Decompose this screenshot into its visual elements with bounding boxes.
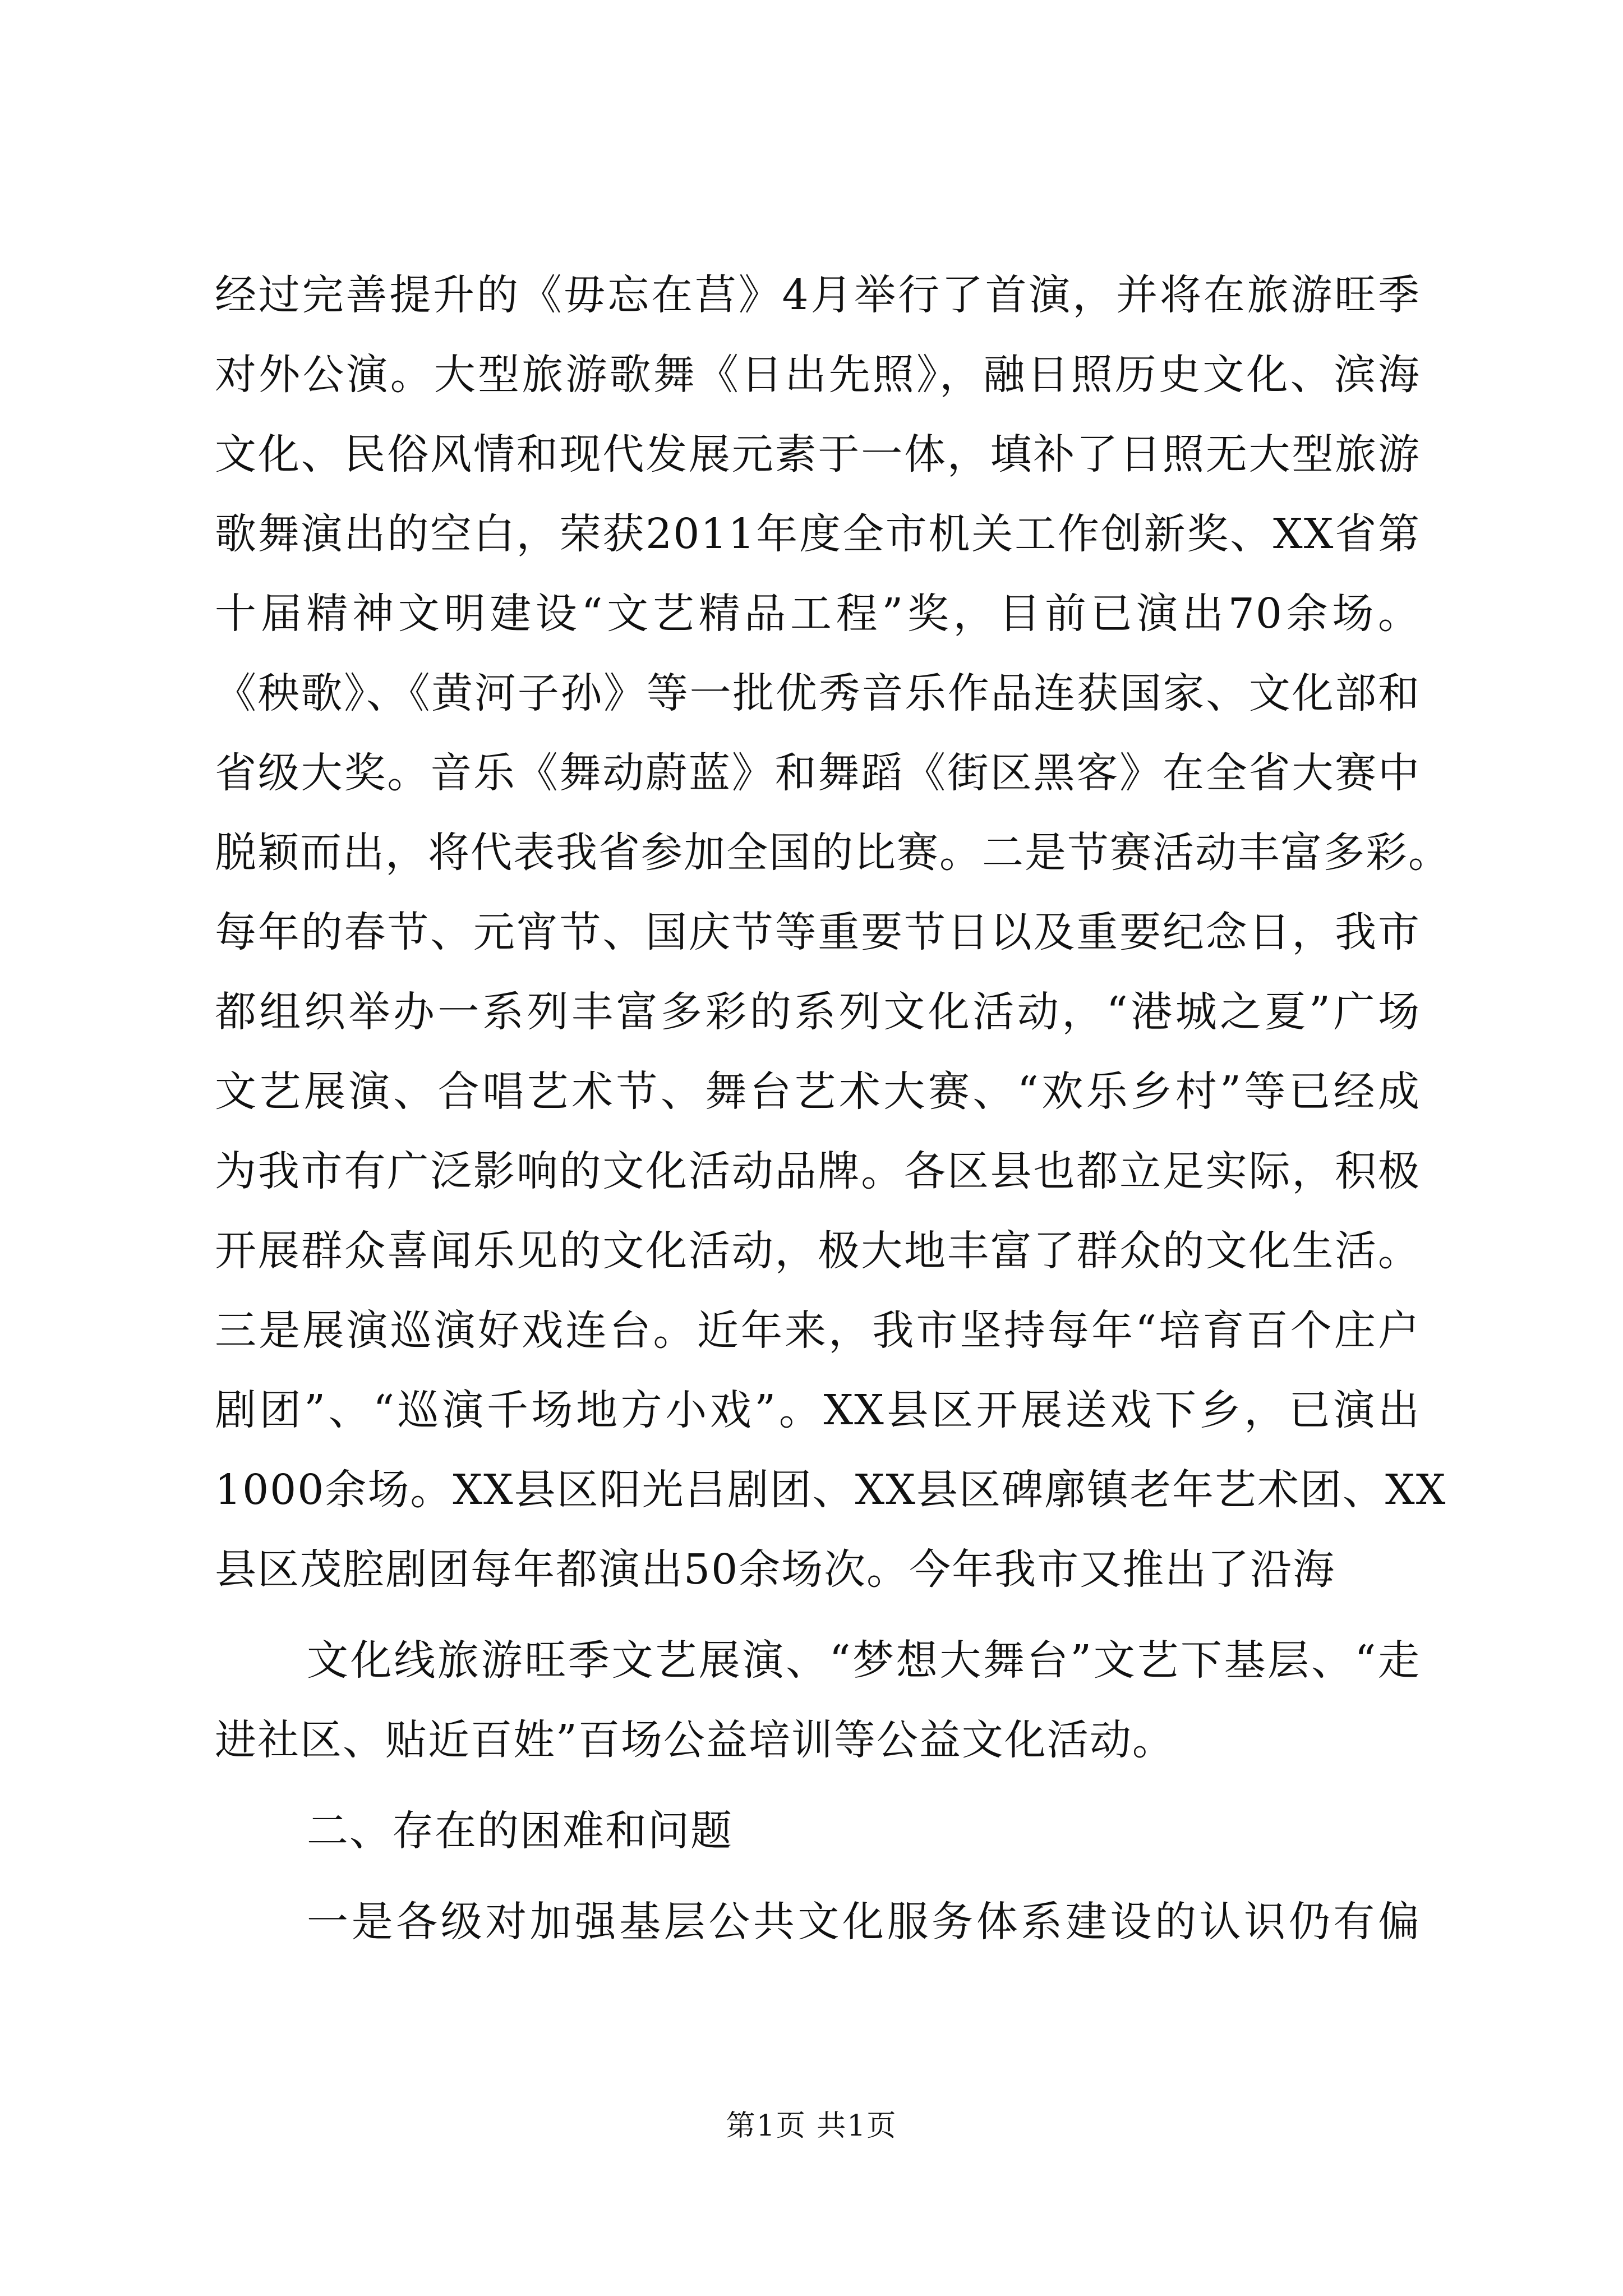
paragraph-line: 都组织举办一系列丰富多彩的系列文化活动，“港城之夏”广场 [215, 988, 1421, 1036]
paragraph-line: 《秧歌》、《黄河子孙》等一批优秀音乐作品连获国家、文化部和 [215, 669, 1421, 717]
paragraph-line: 十届精神文明建设“文艺精品工程”奖，目前已演出70余场。 [215, 590, 1421, 638]
paragraph-line: 为我市有广泛影响的文化活动品牌。各区县也都立足实际，积极 [215, 1147, 1421, 1195]
paragraph-line: 三是展演巡演好戏连台。近年来，我市坚持每年“培育百个庄户 [215, 1306, 1421, 1355]
paragraph-line: 省级大奖。音乐《舞动蔚蓝》和舞蹈《街区黑客》在全省大赛中 [215, 749, 1421, 797]
paragraph-line: 歌舞演出的空白，荣获2011年度全市机关工作创新奖、XX省第 [215, 510, 1421, 558]
paragraph-line: 进社区、贴近百姓”百场公益培训等公益文化活动。 [215, 1716, 1175, 1764]
paragraph-line: 每年的春节、元宵节、国庆节等重要节日以及重要纪念日，我市 [215, 908, 1421, 956]
paragraph-line: 1000余场。XX县区阳光吕剧团、XX县区碑廓镇老年艺术团、XX [215, 1466, 1447, 1514]
paragraph-line: 脱颖而出，将代表我省参加全国的比赛。二是节赛活动丰富多彩。 [215, 829, 1451, 877]
page-footer: 第1页 共1页 [726, 2109, 897, 2143]
document-body [215, 255, 1451, 1962]
paragraph-line: 一是各级对加强基层公共文化服务体系建设的认识仍有偏 [307, 1898, 1421, 1946]
section-heading: 二、存在的困难和问题 [307, 1807, 733, 1855]
paragraph-line: 文艺展演、合唱艺术节、舞台艺术大赛、“欢乐乡村”等已经成 [215, 1068, 1421, 1116]
paragraph-line: 对外公演。大型旅游歌舞《日出先照》，融日照历史文化、滨海 [215, 351, 1421, 399]
paragraph-line: 县区茂腔剧团每年都演出50余场次。今年我市又推出了沿海 [215, 1545, 1336, 1594]
paragraph-line: 开展群众喜闻乐见的文化活动，极大地丰富了群众的文化生活。 [215, 1227, 1421, 1275]
paragraph-line: 剧团”、“巡演千场地方小戏”。XX县区开展送戏下乡，已演出 [215, 1386, 1421, 1434]
paragraph-line: 文化线旅游旺季文艺展演、“梦想大舞台”文艺下基层、“走 [307, 1636, 1421, 1685]
paragraph-line: 文化、民俗风情和现代发展元素于一体，填补了日照无大型旅游 [215, 430, 1421, 478]
paragraph-line: 经过完善提升的《毋忘在莒》4月举行了首演，并将在旅游旺季 [215, 271, 1421, 319]
